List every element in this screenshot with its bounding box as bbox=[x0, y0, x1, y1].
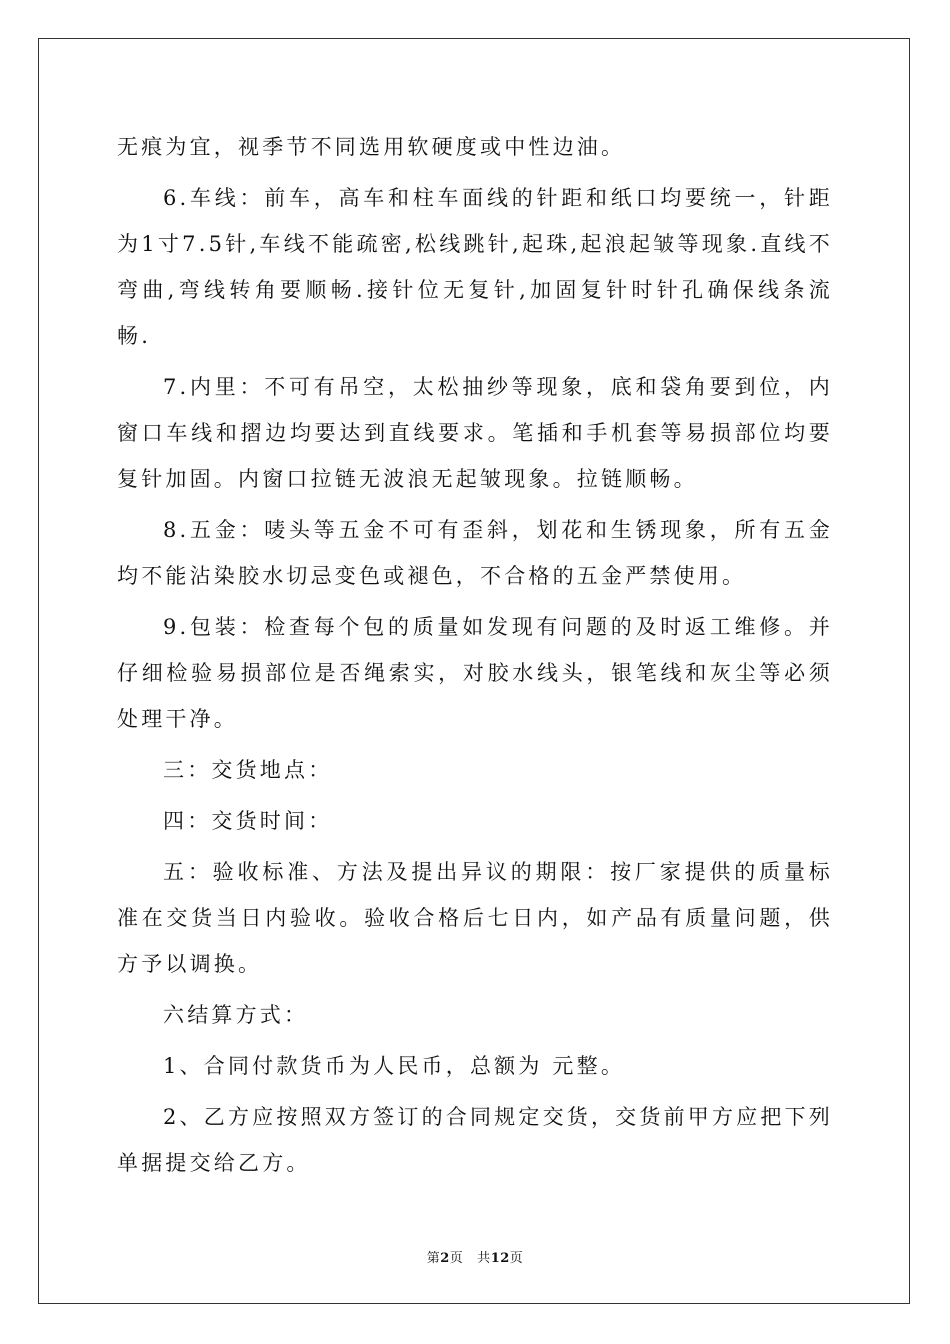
footer-total-prefix: 共 bbox=[477, 1251, 491, 1266]
paragraph-item-6-sewing: 6.车线：前车，高车和柱车面线的针距和纸口均要统一，针距为1寸7.5针,车线不能疏密,松线跳针,起珠,起浪起皱等现象.直线不弯曲,弯线转角要顺畅.接针位无复针,加固复针时针孔确保线条流畅. bbox=[117, 186, 833, 348]
paragraph-settlement-heading: 六结算方式： bbox=[163, 1003, 309, 1027]
paragraph-item-9-packaging: 9.包装：检查每个包的质量如发现有问题的及时返工维修。并仔细检验易损部位是否绳索实，对胶水线头，银笔线和灰尘等必须处理干净。 bbox=[117, 615, 833, 731]
footer-prefix: 第 bbox=[426, 1251, 441, 1266]
paragraph-delivery-location: 三：交货地点： bbox=[163, 758, 333, 782]
footer-total-unit: 页 bbox=[509, 1251, 524, 1266]
footer-total-pages: 12 bbox=[490, 1251, 510, 1266]
paragraph-item-7-lining: 7.内里：不可有吊空，太松抽纱等现象，底和袋角要到位，内窗口车线和摺边均要达到直线要求。笔插和手机套等易损部位均要复针加固。内窗口拉链无波浪无起皱现象。拉链顺畅。 bbox=[117, 375, 833, 491]
paragraph-continuation: 无痕为宜，视季节不同选用软硬度或中性边油。 bbox=[117, 135, 626, 159]
paragraph-delivery-time: 四：交货时间： bbox=[163, 809, 333, 833]
footer-page-number: 2 bbox=[440, 1251, 450, 1266]
page-footer bbox=[0, 1247, 950, 1266]
document-body bbox=[117, 124, 833, 1186]
paragraph-acceptance-standard: 五：验收标准、方法及提出异议的期限：按厂家提供的质量标准在交货当日内验收。验收合格后七日内，如产品有质量问题，供方予以调换。 bbox=[117, 860, 833, 976]
paragraph-item-8-hardware: 8.五金：唛头等五金不可有歪斜，划花和生锈现象，所有五金均不能沾染胶水切忌变色或褪色，不合格的五金严禁使用。 bbox=[117, 518, 833, 588]
paragraph-settlement-item-2: 2、乙方应按照双方签订的合同规定交货，交货前甲方应把下列单据提交给乙方。 bbox=[117, 1105, 833, 1175]
footer-page-unit: 页 bbox=[449, 1251, 464, 1266]
paragraph-settlement-item-1: 1、合同付款货币为人民币，总额为 元整。 bbox=[163, 1054, 626, 1078]
